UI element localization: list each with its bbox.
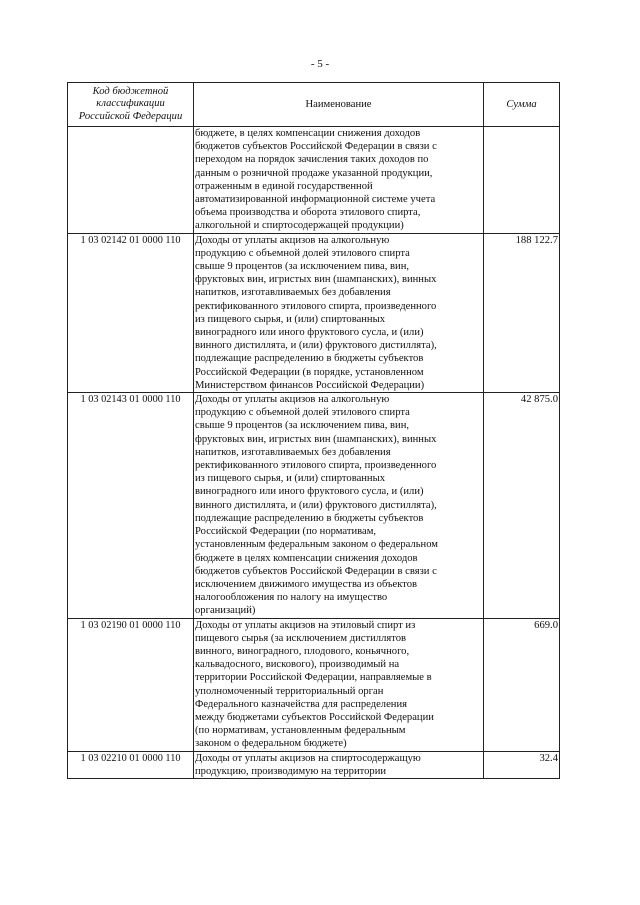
revenue-name-line: отраженным в единой государственной: [195, 180, 373, 192]
revenue-name-line: алкогольной и спиртосодержащей продукции): [195, 220, 404, 232]
budget-code: [68, 127, 194, 234]
revenue-name-line: продукцию, производимую на территории: [195, 765, 387, 777]
revenue-name-line: винного дистиллята, и (или) фруктового дистиллята),: [195, 499, 437, 511]
table-header-row: [68, 83, 560, 127]
revenue-name-line: законом о федеральном бюджете): [195, 738, 347, 750]
header-code-line: классификации: [96, 98, 165, 110]
revenue-name: [194, 618, 484, 751]
table-row: [68, 618, 560, 751]
revenue-name: [194, 233, 484, 392]
amount: [484, 127, 560, 234]
revenue-name: [194, 393, 484, 618]
revenue-name-line: бюджете, в целях компенсации снижения доходов: [195, 128, 421, 139]
revenue-name-line: напитков, изготавливаемых без добавления: [195, 446, 391, 458]
table-row: [68, 127, 560, 234]
revenue-name-line: (по нормативам, установленным федеральным: [195, 725, 406, 737]
revenue-name-line: фруктовых вин, игристых вин (шампанских), винных: [195, 433, 437, 445]
revenue-name: [194, 127, 484, 234]
revenue-name-line: бюджетов субъектов Российской Федерации в связи с: [195, 565, 437, 577]
revenue-name-line: между бюджетами субъектов Российской Федерации: [195, 711, 434, 723]
revenue-name-line: территории Российской Федерации, направляемые в: [195, 672, 432, 684]
revenue-name-line: Доходы от уплаты акцизов на алкогольную: [195, 234, 390, 246]
revenue-name-line: виноградного или иного фруктового сусла, и (или): [195, 327, 424, 339]
revenue-name-line: Доходы от уплаты акцизов на алкогольную: [195, 394, 390, 406]
budget-code: 1 03 02142 01 0000 110: [68, 233, 194, 392]
revenue-name-line: напитков, изготавливаемых без добавления: [195, 287, 391, 299]
revenue-name-line: Российской Федерации (по нормативам,: [195, 526, 377, 538]
revenue-name-line: из пищевого сырья, и (или) спиртованных: [195, 313, 386, 325]
revenue-name-line: свыше 9 процентов (за исключением пива, вин,: [195, 420, 410, 432]
revenue-name-line: бюджете в целях компенсации снижения доходов: [195, 552, 418, 564]
revenue-name-line: подлежащие распределению в бюджеты субъектов: [195, 353, 424, 365]
revenue-name-line: кальвадосного, вискового), производимый на: [195, 659, 400, 671]
revenue-name-line: Доходы от уплаты акцизов на спиртосодержащую: [195, 752, 421, 764]
revenue-name-line: объема производства и оборота этилового спирта,: [195, 207, 421, 219]
amount: 42 875.0: [484, 393, 560, 618]
amount: 188 122.7: [484, 233, 560, 392]
budget-code: 1 03 02210 01 0000 110: [68, 751, 194, 778]
header-code: [68, 83, 194, 127]
budget-code: 1 03 02143 01 0000 110: [68, 393, 194, 618]
amount: 669.0: [484, 618, 560, 751]
revenue-name-line: Федерального казначейства для распределения: [195, 698, 408, 710]
revenue-name-line: винного дистиллята, и (или) фруктового дистиллята),: [195, 340, 437, 352]
revenue-name-line: Министерством финансов Российской Федерации): [195, 379, 425, 391]
budget-code: 1 03 02190 01 0000 110: [68, 618, 194, 751]
header-code-line: Код бюджетной: [92, 85, 169, 97]
revenue-name-line: из пищевого сырья, и (или) спиртованных: [195, 473, 386, 485]
revenue-name-line: автоматизированной информационной системе учета: [195, 194, 436, 206]
revenue-name-line: продукцию с объемной долей этилового спирта: [195, 407, 410, 419]
revenue-name-line: ректификованного этилового спирта, произведенного: [195, 460, 437, 472]
table-row: [68, 233, 560, 392]
revenue-name-line: исключением движимого имущества из объектов: [195, 578, 418, 590]
amount: 32.4: [484, 751, 560, 778]
revenue-name-line: подлежащие распределению в бюджеты субъектов: [195, 512, 424, 524]
revenue-name-line: Доходы от уплаты акцизов на этиловый спирт из: [195, 619, 416, 631]
revenue-name-line: установленным федеральным законом о федеральном: [195, 539, 439, 551]
revenue-name-line: продукцию с объемной долей этилового спирта: [195, 247, 410, 259]
revenue-name-line: организаций): [195, 605, 256, 617]
table-row: [68, 751, 560, 778]
table-row: [68, 393, 560, 618]
revenue-name-line: Российской Федерации (в порядке, установленном: [195, 366, 424, 378]
revenue-name-line: уполномоченный территориальный орган: [195, 685, 384, 697]
budget-classification-table: [67, 82, 560, 779]
revenue-name-line: ректификованного этилового спирта, произведенного: [195, 300, 437, 312]
revenue-name-line: пищевого сырья (за исключением дистиллятов: [195, 632, 407, 644]
header-sum: Сумма: [484, 83, 560, 127]
revenue-name-line: данным о розничной продаже указанной продукции,: [195, 167, 433, 179]
header-name: Наименование: [194, 83, 484, 127]
revenue-name-line: налогообложения по налогу на имущество: [195, 592, 388, 604]
revenue-name-line: винного, виноградного, плодового, коньячного,: [195, 645, 410, 657]
revenue-name-line: бюджетов субъектов Российской Федерации в связи с: [195, 141, 437, 153]
revenue-name-line: виноградного или иного фруктового сусла, и (или): [195, 486, 424, 498]
revenue-name: [194, 751, 484, 778]
revenue-name-line: свыше 9 процентов (за исключением пива, вин,: [195, 261, 410, 273]
page-number: - 5 -: [310, 58, 330, 70]
header-code-line: Российской Федерации: [78, 110, 183, 122]
revenue-name-line: переходом на порядок зачисления таких доходов по: [195, 154, 429, 166]
revenue-name-line: фруктовых вин, игристых вин (шампанских), винных: [195, 274, 437, 286]
